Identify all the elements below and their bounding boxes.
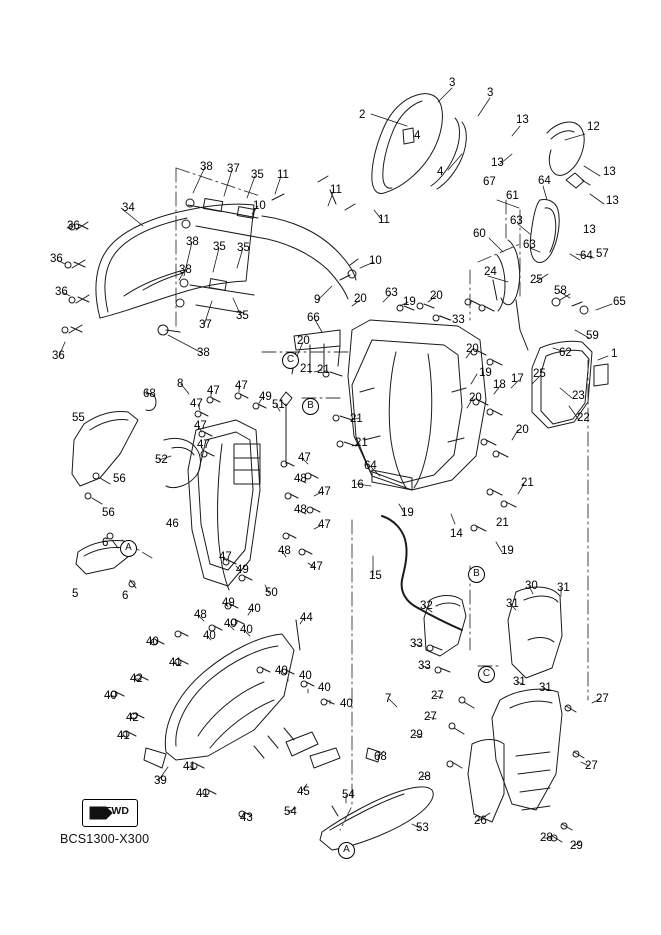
callout-number: 51 bbox=[272, 399, 285, 411]
assembly-reference-marker: C bbox=[478, 666, 495, 683]
callout-number: 31 bbox=[557, 582, 570, 594]
callout-number: 40 bbox=[248, 603, 261, 615]
callout-number: 27 bbox=[431, 690, 444, 702]
callout-number: 41 bbox=[117, 730, 130, 742]
callout-number: 34 bbox=[122, 202, 135, 214]
part-support-arms bbox=[256, 176, 358, 299]
callout-number: 36 bbox=[50, 253, 63, 265]
callout-number: 47 bbox=[318, 486, 331, 498]
callout-number: 35 bbox=[251, 169, 264, 181]
callout-number: 42 bbox=[130, 673, 143, 685]
callout-number: 17 bbox=[511, 373, 524, 385]
callout-number: 31 bbox=[506, 598, 519, 610]
callout-number: 38 bbox=[179, 264, 192, 276]
callout-number: 27 bbox=[596, 693, 609, 705]
callout-number: 11 bbox=[330, 184, 342, 196]
callout-number: 12 bbox=[587, 121, 600, 133]
callout-number: 16 bbox=[351, 479, 364, 491]
callout-number: 57 bbox=[596, 248, 609, 260]
callout-number: 65 bbox=[613, 296, 626, 308]
callout-number: 47 bbox=[310, 561, 323, 573]
callout-number: 45 bbox=[297, 786, 310, 798]
callout-number: 29 bbox=[570, 840, 583, 852]
callout-number: 31 bbox=[539, 682, 552, 694]
callout-number: 19 bbox=[403, 296, 416, 308]
callout-number: 37 bbox=[227, 163, 240, 175]
callout-number: 63 bbox=[510, 215, 523, 227]
callout-number: 4 bbox=[414, 130, 421, 142]
callout-number: 67 bbox=[483, 176, 496, 188]
callout-number: 33 bbox=[452, 314, 465, 326]
callout-number: 40 bbox=[340, 698, 353, 710]
bolts-36 bbox=[62, 222, 89, 333]
callout-number: 8 bbox=[177, 378, 184, 390]
callout-number: 62 bbox=[559, 347, 572, 359]
callout-number: 47 bbox=[298, 452, 311, 464]
callout-number: 53 bbox=[416, 822, 429, 834]
callout-number: 25 bbox=[533, 368, 546, 380]
callout-number: 47 bbox=[197, 439, 210, 451]
callout-number: 13 bbox=[606, 195, 619, 207]
callout-number: 63 bbox=[385, 287, 398, 299]
callout-number: 48 bbox=[278, 545, 291, 557]
callout-number: 38 bbox=[200, 161, 213, 173]
callout-number: 41 bbox=[183, 761, 196, 773]
assembly-reference-lines bbox=[122, 168, 588, 830]
callout-number: 55 bbox=[72, 412, 85, 424]
callout-number: 33 bbox=[410, 638, 423, 650]
callout-number: 56 bbox=[113, 473, 126, 485]
callout-number: 1 bbox=[611, 348, 618, 360]
callout-number: 22 bbox=[577, 412, 590, 424]
callout-number: 49 bbox=[259, 391, 272, 403]
callout-number: 19 bbox=[401, 507, 414, 519]
callout-number: 13 bbox=[516, 114, 529, 126]
callout-number: 59 bbox=[586, 330, 599, 342]
callout-number: 10 bbox=[253, 200, 266, 212]
callout-number: 39 bbox=[154, 775, 167, 787]
callout-number: 41 bbox=[196, 788, 209, 800]
callout-number: 24 bbox=[484, 266, 497, 278]
callout-number: 56 bbox=[102, 507, 115, 519]
callout-number: 61 bbox=[506, 190, 519, 202]
callout-number: 47 bbox=[207, 385, 220, 397]
callout-number: 47 bbox=[318, 519, 331, 531]
callout-number: 2 bbox=[359, 109, 366, 121]
callout-number: 6 bbox=[122, 590, 129, 602]
callout-number: 36 bbox=[67, 220, 80, 232]
callout-number: 36 bbox=[55, 286, 68, 298]
callout-number: 40 bbox=[318, 682, 331, 694]
callout-number: 30 bbox=[525, 580, 538, 592]
callout-number: 11 bbox=[378, 214, 390, 226]
callout-number: 64 bbox=[364, 460, 377, 472]
callout-number: 40 bbox=[146, 636, 159, 648]
callout-number: 35 bbox=[213, 241, 226, 253]
callout-number: 20 bbox=[297, 335, 310, 347]
callout-number: 40 bbox=[275, 665, 288, 677]
callout-number: 40 bbox=[224, 618, 237, 630]
callout-number: 25 bbox=[530, 274, 543, 286]
callout-number: 48 bbox=[294, 473, 307, 485]
callout-number: 35 bbox=[237, 242, 250, 254]
callout-number: 68 bbox=[374, 751, 387, 763]
callout-number: 58 bbox=[554, 285, 567, 297]
callout-number: 20 bbox=[430, 290, 443, 302]
part-code-label: BCS1300-X300 bbox=[60, 832, 150, 846]
callout-number: 5 bbox=[72, 588, 79, 600]
callout-number: 64 bbox=[538, 175, 551, 187]
callout-number: 66 bbox=[307, 312, 320, 324]
callout-number: 21 bbox=[317, 364, 330, 376]
callout-number: 35 bbox=[236, 310, 249, 322]
callout-number: 42 bbox=[126, 712, 139, 724]
callout-number: 21 bbox=[350, 413, 363, 425]
callout-number: 15 bbox=[369, 570, 382, 582]
callout-number: 10 bbox=[369, 255, 382, 267]
callout-number: 3 bbox=[487, 87, 494, 99]
callout-number: 41 bbox=[169, 657, 182, 669]
part-center-frame-14 bbox=[292, 320, 486, 490]
part-duct-57 bbox=[493, 199, 559, 350]
callout-number: 28 bbox=[418, 771, 431, 783]
callout-number: 21 bbox=[521, 477, 534, 489]
callout-number: 28 bbox=[540, 832, 553, 844]
callout-number: 7 bbox=[385, 693, 392, 705]
callout-number: 4 bbox=[437, 166, 444, 178]
callout-number: 68 bbox=[143, 388, 156, 400]
callout-number: 40 bbox=[104, 690, 117, 702]
callout-number: 19 bbox=[479, 367, 492, 379]
assembly-reference-marker: A bbox=[120, 540, 137, 557]
callout-number: 49 bbox=[236, 564, 249, 576]
callout-number: 13 bbox=[603, 166, 616, 178]
fwd-label: FWD bbox=[105, 805, 129, 817]
callout-number: 49 bbox=[222, 597, 235, 609]
callout-number: 11 bbox=[277, 169, 289, 181]
callout-number: 20 bbox=[354, 293, 367, 305]
callout-number: 13 bbox=[491, 157, 504, 169]
callout-number: 33 bbox=[418, 660, 431, 672]
callout-number: 47 bbox=[219, 551, 232, 563]
callout-number: 38 bbox=[197, 347, 210, 359]
callout-number: 21 bbox=[355, 437, 368, 449]
callout-number: 19 bbox=[501, 545, 514, 557]
callout-number: 38 bbox=[186, 236, 199, 248]
callout-number: 52 bbox=[155, 454, 168, 466]
callout-number: 20 bbox=[516, 424, 529, 436]
callout-number: 27 bbox=[424, 711, 437, 723]
assembly-reference-marker: B bbox=[302, 398, 319, 415]
callout-number: 40 bbox=[299, 670, 312, 682]
callout-number: 36 bbox=[52, 350, 65, 362]
callout-number: 43 bbox=[240, 812, 253, 824]
callout-number: 21 bbox=[496, 517, 509, 529]
callout-number: 37 bbox=[199, 319, 212, 331]
callout-number: 18 bbox=[493, 379, 506, 391]
callout-number: 32 bbox=[420, 600, 433, 612]
callout-number: 40 bbox=[240, 624, 253, 636]
callout-number: 14 bbox=[450, 528, 463, 540]
callout-number: 29 bbox=[410, 729, 423, 741]
callout-number: 47 bbox=[190, 398, 203, 410]
callout-number: 54 bbox=[342, 789, 355, 801]
callout-number: 46 bbox=[166, 518, 179, 530]
callout-number: 31 bbox=[513, 676, 526, 688]
assembly-reference-marker: C bbox=[282, 352, 299, 369]
part-tail-53 bbox=[310, 748, 433, 850]
callout-number: 47 bbox=[194, 420, 207, 432]
part-mudguard-55 bbox=[72, 412, 138, 589]
callout-number: 21 bbox=[300, 363, 313, 375]
callout-number: 20 bbox=[469, 392, 482, 404]
callout-number: 3 bbox=[449, 77, 456, 89]
callout-number: 48 bbox=[294, 504, 307, 516]
callout-number: 44 bbox=[300, 612, 313, 624]
part-windscreen bbox=[372, 94, 466, 194]
callout-number: 27 bbox=[585, 760, 598, 772]
assembly-reference-marker: B bbox=[468, 566, 485, 583]
callout-number: 40 bbox=[203, 630, 216, 642]
callout-number: 9 bbox=[314, 294, 321, 306]
callout-number: 23 bbox=[572, 390, 585, 402]
part-right-lower-assembly bbox=[424, 587, 584, 842]
callout-number: 13 bbox=[583, 224, 596, 236]
part-left-cowl-34 bbox=[96, 204, 254, 318]
part-front-fender-39 bbox=[144, 634, 318, 768]
callout-number: 6 bbox=[102, 537, 109, 549]
callout-number: 47 bbox=[235, 380, 248, 392]
callout-number: 48 bbox=[194, 609, 207, 621]
callout-number: 60 bbox=[473, 228, 486, 240]
part-right-trim-12 bbox=[547, 122, 590, 188]
callout-number: 63 bbox=[523, 239, 536, 251]
callout-number: 26 bbox=[474, 815, 487, 827]
callout-number: 50 bbox=[265, 587, 278, 599]
callout-number: 20 bbox=[466, 343, 479, 355]
assembly-reference-marker: A bbox=[338, 842, 355, 859]
callout-number: 54 bbox=[284, 806, 297, 818]
callout-number: 64 bbox=[580, 250, 593, 262]
